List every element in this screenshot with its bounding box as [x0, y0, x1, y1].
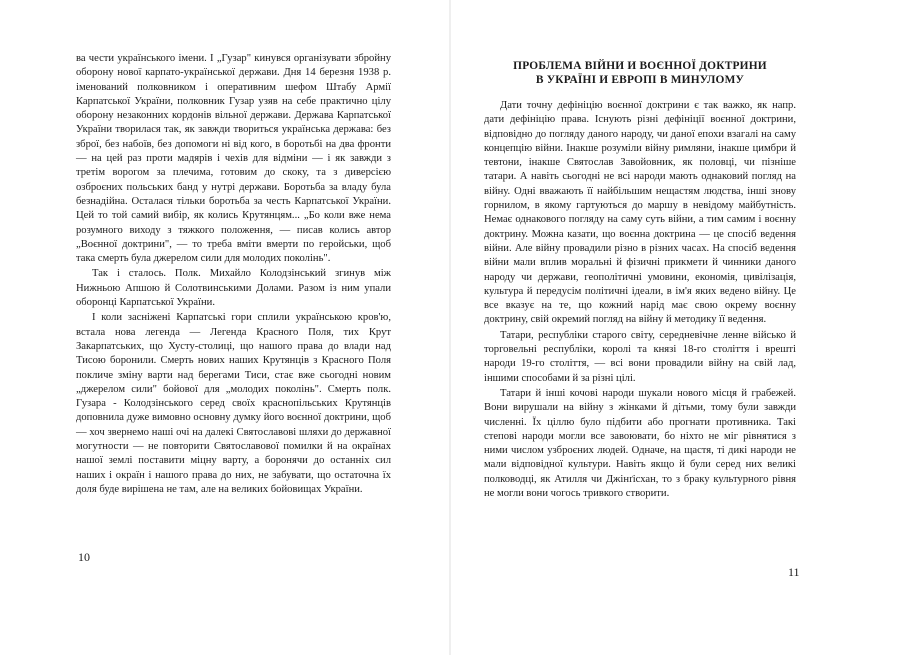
paragraph: І коли засніжені Карпатські гори сплили українською кров'ю, встала нова легенда — Легенда Красного Поля, тих Крут Закарпатських, що Хусту-столиці, що нашого права до влади над Тисою боронили. Смерть нових наших Крутянців з Красного Поля покличе зміну варти над берегами Тиси, стає вже сьогодні новим „джерелом сили" бойової для „молодих поколінь". Смерть полк. Гузара - Колодзінського серед своїх краснопільських Крутянців доповнила дуже вимовно основну думку його воєнної доктрини, щоб — хоч звернемо наші очі на далекі Святославові шляхи до державної могутности — не повторити Святославової помилки й на окраїнах нашої землі поставити міцну варту, а боронячи до останніх сил наших і окраїн і нашого права до них, не забувати, що остаточна їх доля буде вирішена не там, але на великих бойовищах України.: [76, 312, 391, 495]
chapter-heading: [484, 60, 796, 87]
left-page-text-column: [76, 52, 391, 497]
page-number: 10: [78, 550, 90, 564]
paragraph: Так і сталось. Полк. Михайло Колодзінський згинув між Нижньою Апшою й Солотвинськими Долами. Разом із ним упали оборонці Карпатської України.: [76, 268, 391, 309]
paragraph: Дати точну дефініцію воєнної доктрини є так важко, як напр. дати дефініцію права. Існують різні дефініції воєнної доктрини, відповідно до погляду даного народу, чи даної епохи взагалі на саму концепцію війни. Інакше розуміли війну римляни, інакше цимбри й тевтони, інакше Святослав Завойовник, як половці, чи пізніше татари. А навіть сьогодні не всі народи мають однаковий погляд на війну. Одні вважають її найбільшим нещастям людства, інші знову горнилом, в якому гартуються до маршу в невідому майбутність. Немає однакового погляду на саму суть війни, а тим самим і воєнну доктрину. Можна казати, що воєнна доктрина — це спосіб ведення війни. Але війну провадили різно в різних часах. На спосіб ведення війни мали вплив моральні й фізичні прикмети й чинники даного народу чи держави, геополітичні умовини, економія, цивілізація, культура й передусім політичні ідеали, в ім'я яких ведено війну. Це все вказує на те, що кожний нарід має свою окрему воєнну доктрину, свій окремий погляд на війну й методику її ведення.: [484, 100, 796, 326]
chapter-heading-line: ПРОБЛЕМА ВІЙНИ И ВОЄННОЇ ДОКТРИНИ: [513, 60, 767, 72]
paragraph: Татари й інші кочові народи шукали нового місця й грабежей. Вони вирушали на війну з жінками й дітьми, тому були завжди численні. Їх ціллю було підбити або прогнати противника. Такі степові народи могли все завоювати, бо ніхто не міг рівнятися з ними числом узброєних людей. Одначе, на щастя, ті дикі народи не мали відповідної культури. Навіть якщо й були серед них великі полководці, як Атилля чи Джінґісхан, то з браку культурного рівня не могли вони чогось тривкого створити.: [484, 387, 796, 500]
paragraph: ва чести українського імени. І „Гузар" кинувся організувати збройну оборону нової карпато-української держави. Дня 14 березня 1938 р. іменований полковником і оперативним шефом Штабу Армії Карпатської України, полковник Гузар узяв на себе практично цілу оборону незаконних кордонів вільної держави. Держава Карпатської України творилася так, як завжди твориться українська держава: без зброї, без набоїв, без допомоги ні від кого, в боротьбі на два фронти — на цей раз проти мадярів і чехів для відміни — і як завжди з третім ворогом за плечима, готовим до скоку, та з диверсією озброєних польських банд у нутрі держави. Боротьба за владу була безнадійна. Осталася тільки боротьба за честь Карпатської України. Цей то той самий вибір, як колись Крутянцям... „Бо коли вже нема розумного виходу з тяжкого положення, — писав колись автор „Воєнної доктрини", — то треба вміти вмерти по геройськи, щоб така смерть була джерелом сили для молодих поколінь".: [76, 53, 391, 265]
page-number: 11: [788, 565, 800, 579]
paragraph: Татари, республіки старого світу, середневічне ленне військо й торговельні республіки, королі та князі 18-го століття і врешті народи 19-го століття, — всі вони провадили війну на свій лад, іншими способами й за різні цілі.: [484, 329, 796, 384]
right-page-text-column: [484, 60, 796, 501]
right-page: [450, 0, 900, 655]
chapter-heading-line: В УКРАЇНІ И ЕВРОПІ В МИНУЛОМУ: [535, 73, 745, 86]
